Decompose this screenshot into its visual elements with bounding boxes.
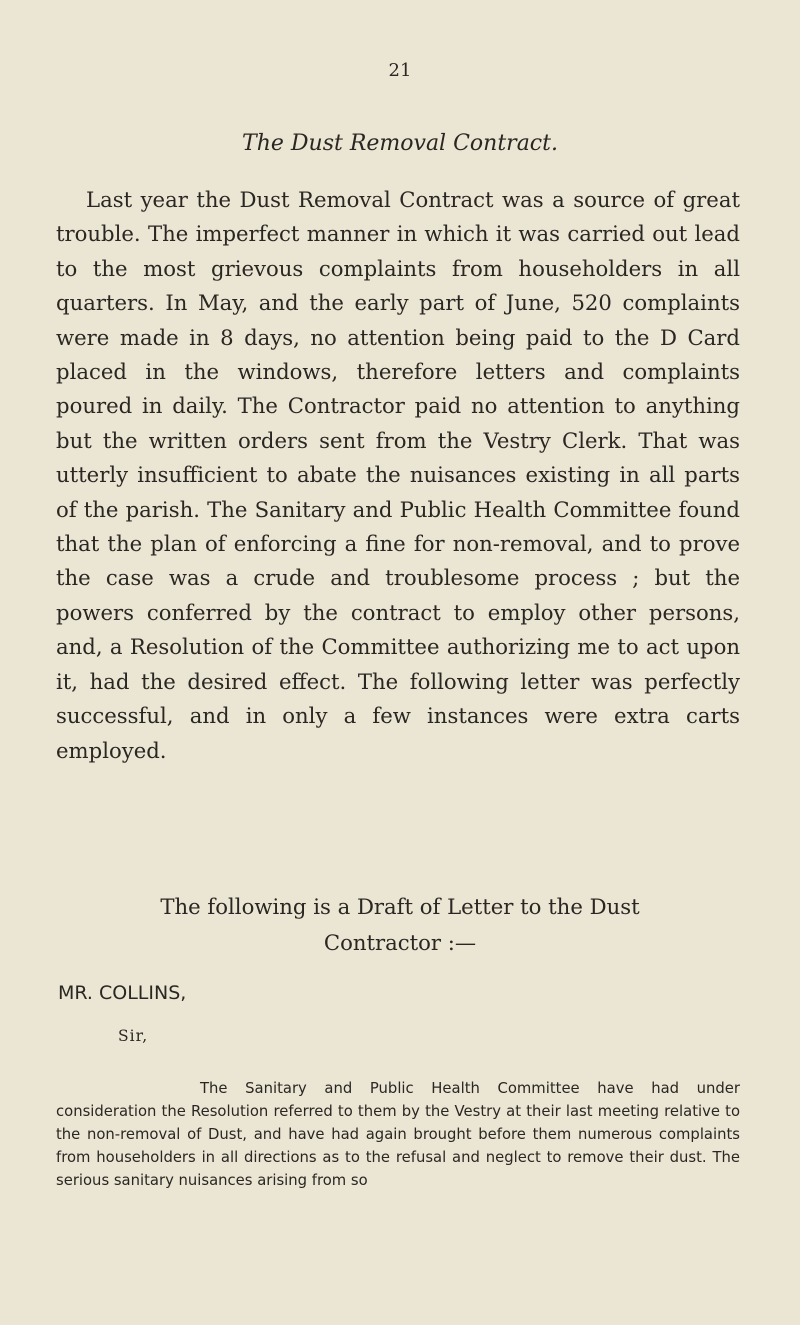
draft-heading-line-2: Contractor :— (323, 930, 477, 955)
body-paragraph: Last year the Dust Removal Contract was a source of great trouble. The imperfect manner in which it was carried out lead to the most grievous complaints from householders in all quarters. In May, and the early part of June, 520 complaints were made in 8 days, no attention being paid to the D Card placed in the windows, therefore letters and complaints poured in daily. The Contractor paid no attention to anything but the written orders sent from the Vestry Clerk. That was utterly insufficient to abate the nuisances existing in all parts of the parish. The Sanitary and Public Health Committee found that the plan of enforcing a fine for non-removal, and to prove the case was a crude and troublesome process ; but the powers conferred by the contract to employ other persons, and, a Resolution of the Committee authorizing me to act upon it, had the desired effect. The following letter was perfectly successful, and in only a few instances were extra carts employed. (56, 187, 740, 763)
section-title: The Dust Removal Contract. (242, 131, 558, 156)
letter-greeting: Sir, (118, 1027, 149, 1045)
draft-heading-line-1: The following is a Draft of Letter to the Dust (160, 894, 640, 919)
letter-body: The Sanitary and Public Health Committee have had under consideration the Resolution referred to them by the Vestry at their last meeting relative to the non-removal of Dust, and have had again brought before them numerous complaints from householders in all directions as to the refusal and neglect to remove their dust. The serious sanitary nuisances arising from so (56, 1080, 740, 1189)
letter-addressee: MR. COLLINS, (58, 982, 187, 1004)
page-number: 21 (388, 60, 412, 81)
